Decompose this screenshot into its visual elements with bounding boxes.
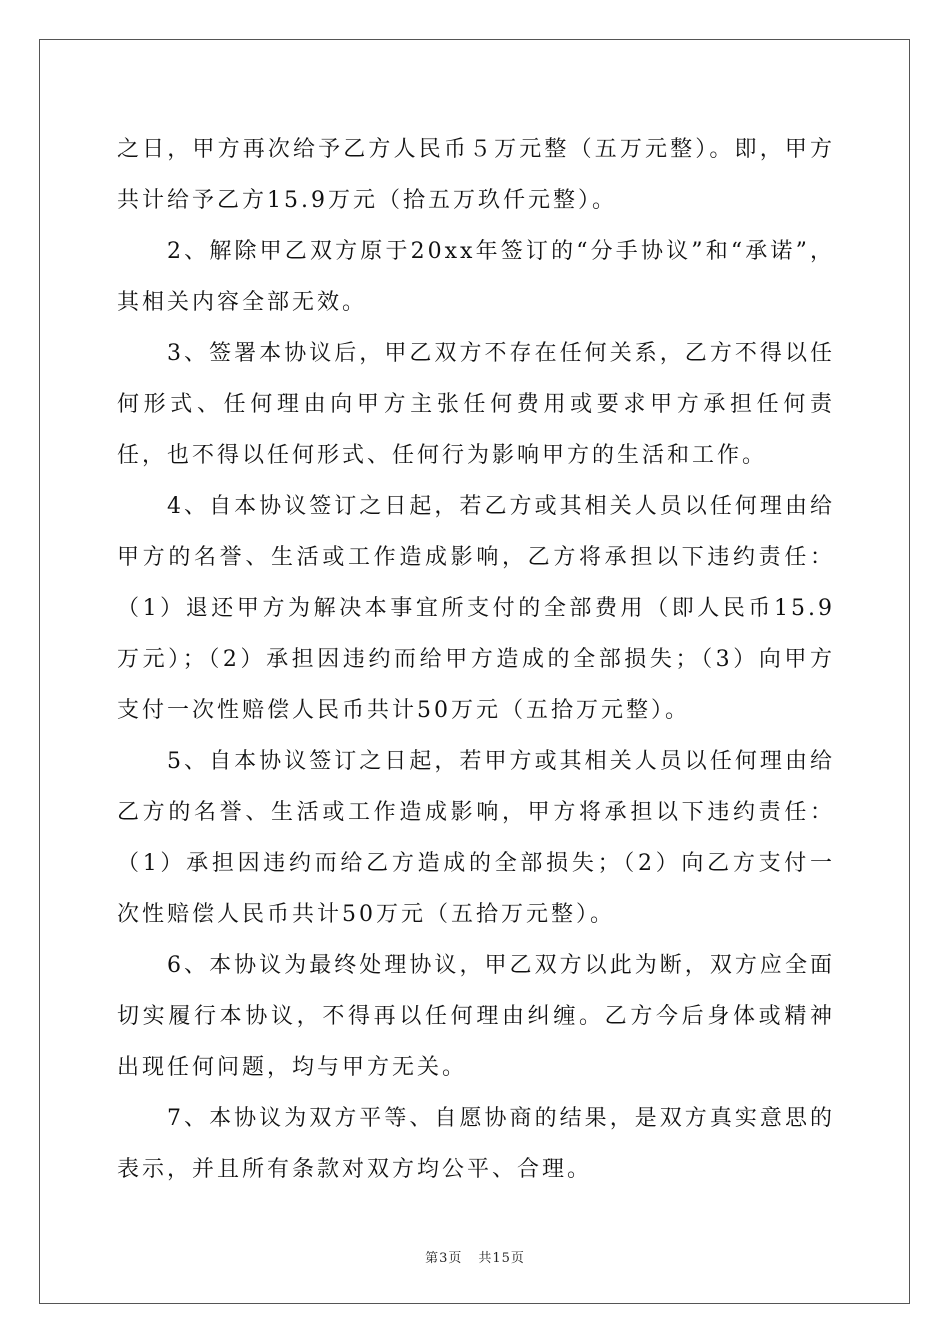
clause-3: 3、签署本协议后，甲乙双方不存在任何关系，乙方不得以任何形式、任何理由向甲方主张任何费用或要求甲方承担任何责任，也不得以任何形式、任何行为影响甲方的生活和工作。 [117,341,835,468]
clause-2: 2、解除甲乙双方原于20xx年签订的“分手协议”和“承诺”，其相关内容全部无效。 [117,239,835,315]
clause-6: 6、本协议为最终处理协议，甲乙双方以此为断，双方应全面切实履行本协议，不得再以任何理由纠缠。乙方今后身体或精神出现任何问题，均与甲方无关。 [117,953,835,1080]
paragraph-continuation: 之日，甲方再次给予乙方人民币５万元整（五万元整）。即，甲方共计给予乙方15.9万元（拾五万玖仟元整）。 [117,137,835,213]
clause-7: 7、本协议为双方平等、自愿协商的结果，是双方真实意思的表示，并且所有条款对双方均公平、合理。 [117,1106,835,1182]
clause-5: 5、自本协议签订之日起，若甲方或其相关人员以任何理由给乙方的名誉、生活或工作造成影响，甲方将承担以下违约责任：（1）承担因违约而给乙方造成的全部损失；（2）向乙方支付一次性赔偿人民币共计50万元（五拾万元整）。 [117,749,835,927]
clause-4: 4、自本协议签订之日起，若乙方或其相关人员以任何理由给甲方的名誉、生活或工作造成影响，乙方将承担以下违约责任：（1）退还甲方为解决本事宜所支付的全部费用（即人民币15.9万元）；（2）承担因违约而给甲方造成的全部损失；（3）向甲方支付一次性赔偿人民币共计50万元（五拾万元整）。 [117,494,835,723]
page-number: 第3页 [425,1251,463,1266]
document-body [117,124,835,1195]
page-footer [0,1247,950,1266]
page-total: 共15页 [478,1251,525,1266]
